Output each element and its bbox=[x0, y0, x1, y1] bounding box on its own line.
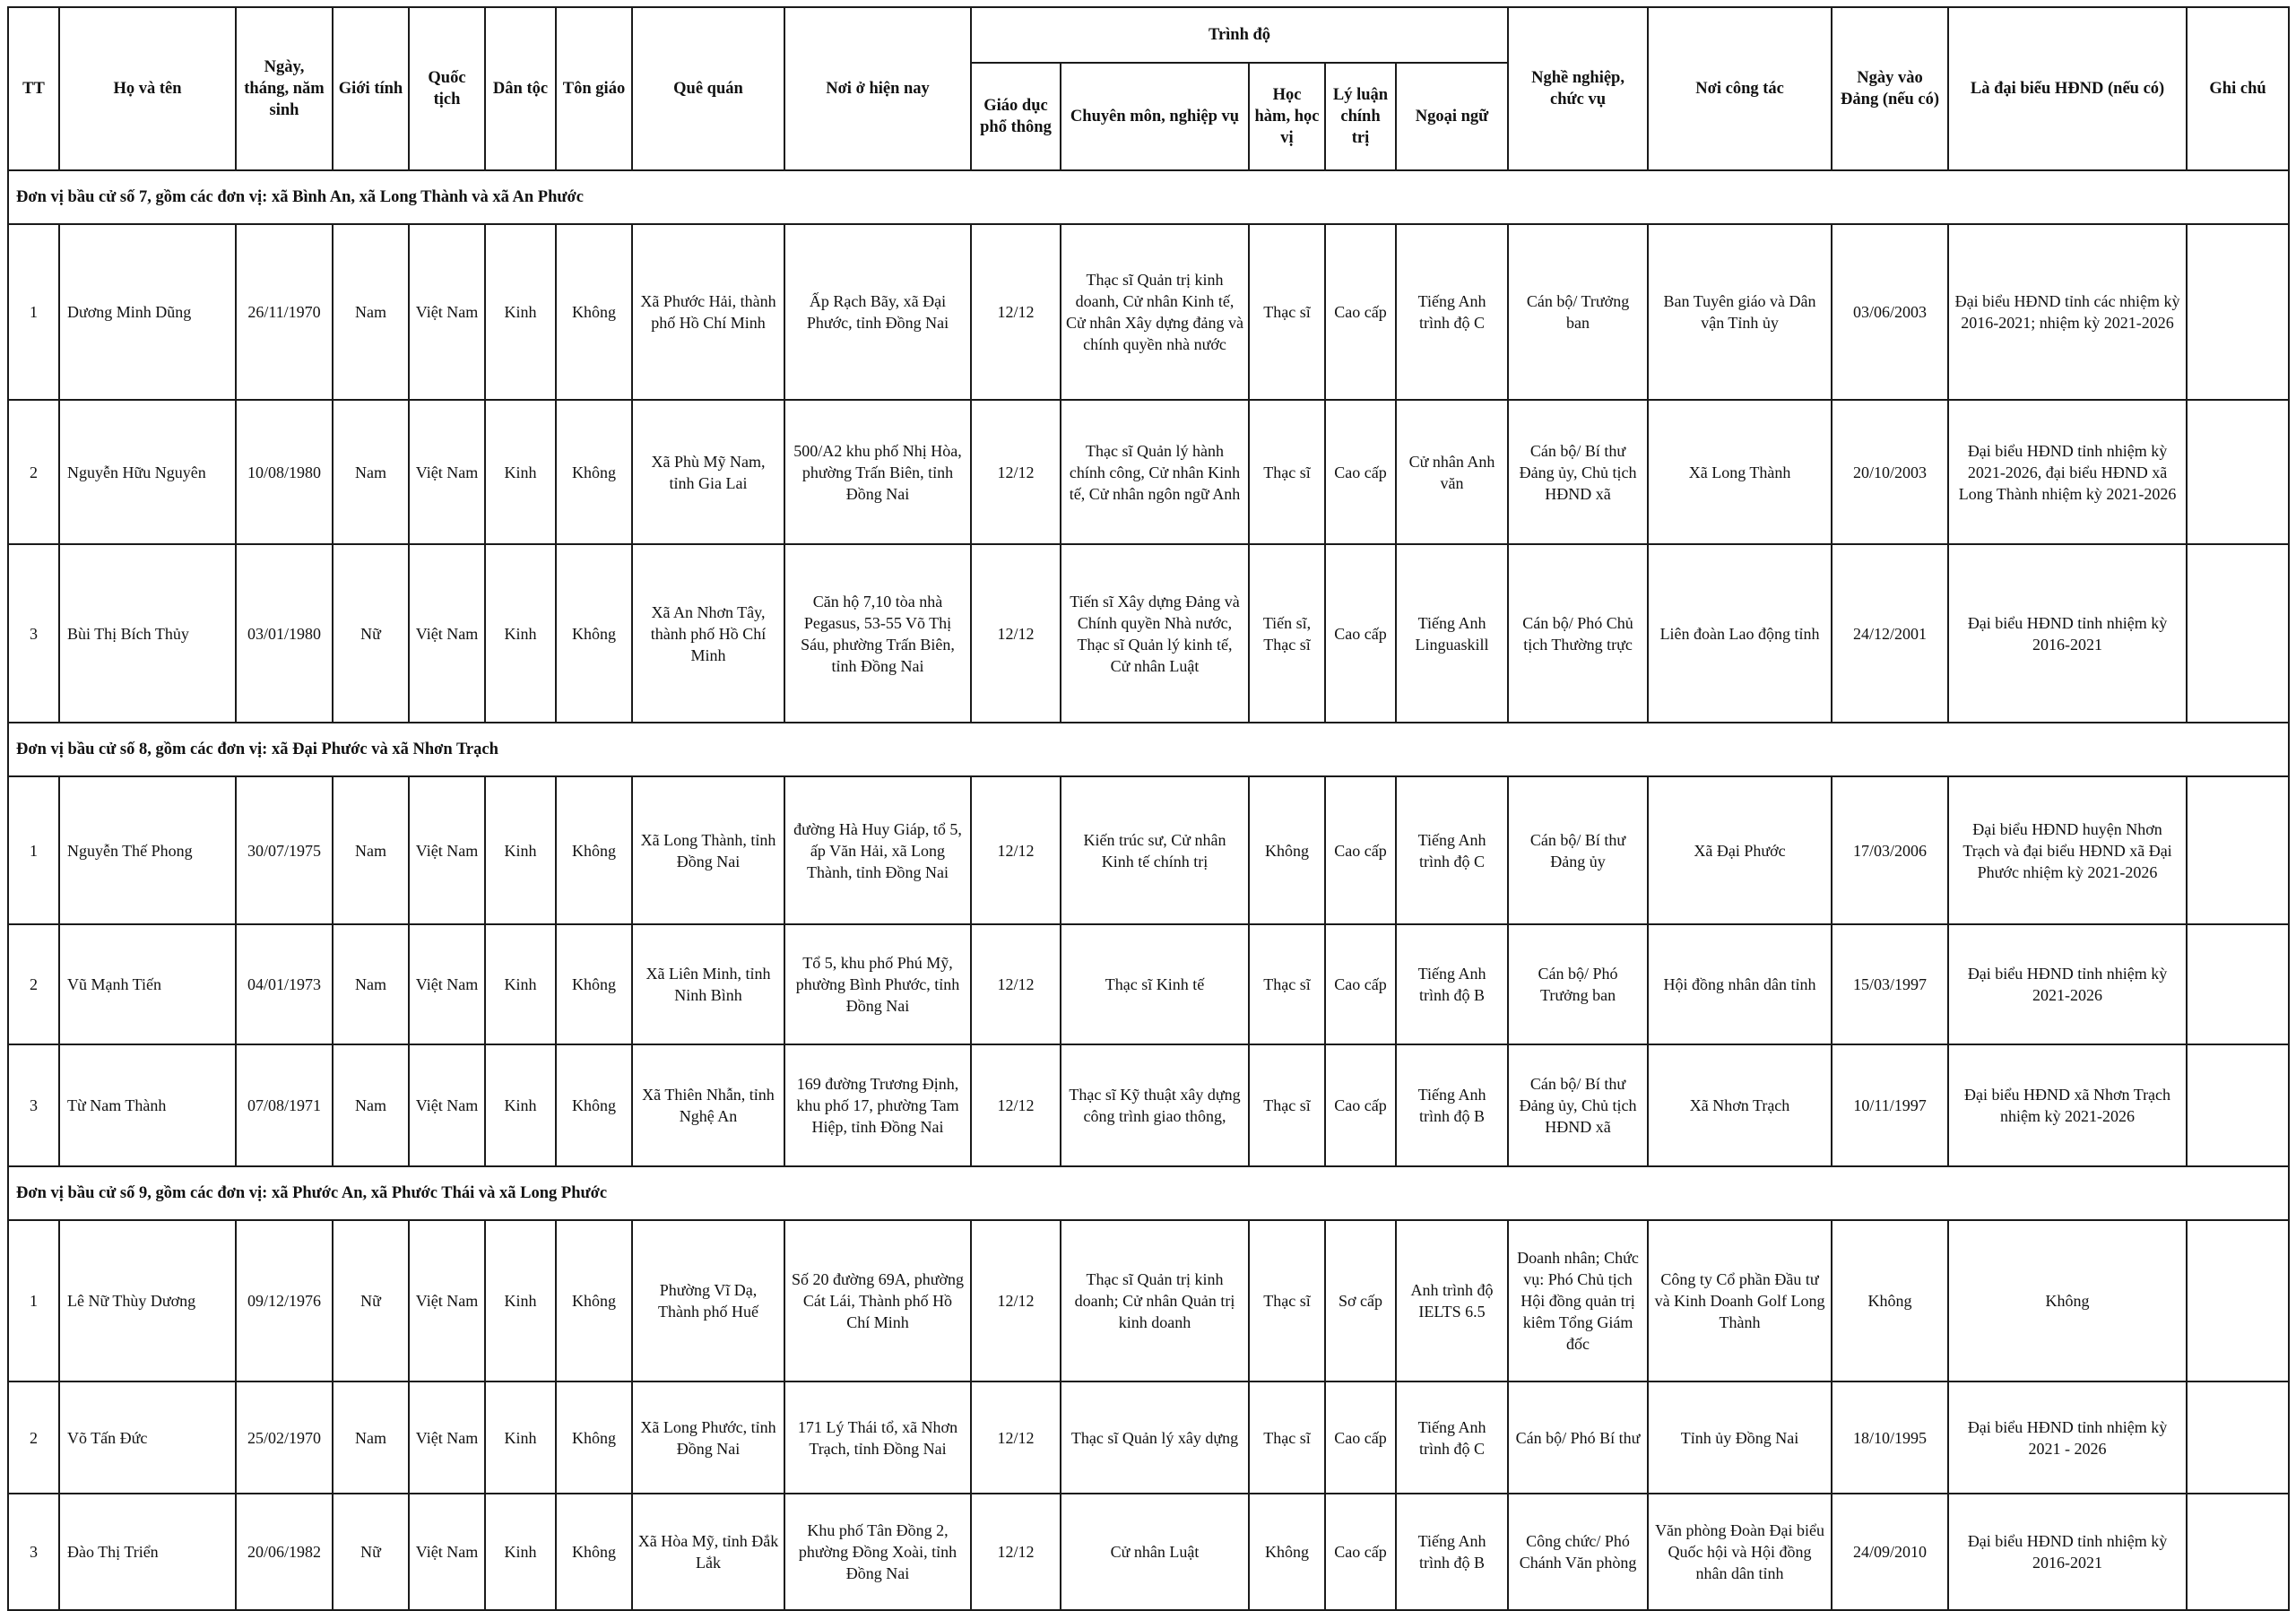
table-row bbox=[8, 776, 2289, 924]
cell-academic: Thạc sĩ bbox=[1249, 224, 1325, 400]
cell-name: Vũ Mạnh Tiến bbox=[59, 924, 236, 1044]
cell-delegate: Đại biểu HĐND xã Nhơn Trạch nhiệm kỳ 2021-2026 bbox=[1948, 1044, 2187, 1166]
cell-language: Tiếng Anh trình độ B bbox=[1396, 1494, 1508, 1610]
cell-residence: đường Hà Huy Giáp, tổ 5, ấp Văn Hải, xã Long Thành, tỉnh Đồng Nai bbox=[784, 776, 971, 924]
cell-language: Tiếng Anh trình độ B bbox=[1396, 1044, 1508, 1166]
section-title: Đơn vị bầu cử số 9, gồm các đơn vị: xã Phước An, xã Phước Thái và xã Long Phước bbox=[8, 1166, 2289, 1220]
cell-academic: Thạc sĩ bbox=[1249, 400, 1325, 544]
cell-academic: Không bbox=[1249, 1494, 1325, 1610]
cell-occupation: Cán bộ/ Phó Chủ tịch Thường trực bbox=[1508, 544, 1648, 723]
cell-general-edu: 12/12 bbox=[971, 776, 1061, 924]
cell-occupation: Cán bộ/ Trưởng ban bbox=[1508, 224, 1648, 400]
cell-dob: 09/12/1976 bbox=[236, 1220, 333, 1381]
cell-occupation: Cán bộ/ Bí thư Đảng ủy, Chủ tịch HĐND xã bbox=[1508, 400, 1648, 544]
cell-ethnicity: Kinh bbox=[485, 1494, 556, 1610]
cell-hometown: Xã Phù Mỹ Nam, tỉnh Gia Lai bbox=[632, 400, 784, 544]
col-header-occupation: Nghề nghiệp, chức vụ bbox=[1508, 7, 1648, 170]
col-header-ethnicity: Dân tộc bbox=[485, 7, 556, 170]
cell-tt: 1 bbox=[8, 1220, 59, 1381]
cell-academic: Thạc sĩ bbox=[1249, 924, 1325, 1044]
cell-specialty: Cử nhân Luật bbox=[1061, 1494, 1249, 1610]
cell-dob: 25/02/1970 bbox=[236, 1381, 333, 1494]
cell-party-date: 15/03/1997 bbox=[1832, 924, 1948, 1044]
cell-dob: 30/07/1975 bbox=[236, 776, 333, 924]
cell-academic: Thạc sĩ bbox=[1249, 1381, 1325, 1494]
cell-general-edu: 12/12 bbox=[971, 224, 1061, 400]
cell-hometown: Xã Phước Hải, thành phố Hồ Chí Minh bbox=[632, 224, 784, 400]
cell-general-edu: 12/12 bbox=[971, 1220, 1061, 1381]
cell-specialty: Kiến trúc sư, Cử nhân Kinh tế chính trị bbox=[1061, 776, 1249, 924]
section-header-row bbox=[8, 1166, 2289, 1220]
col-header-religion: Tôn giáo bbox=[556, 7, 632, 170]
cell-tt: 3 bbox=[8, 544, 59, 723]
cell-residence: Khu phố Tân Đồng 2, phường Đồng Xoài, tỉnh Đồng Nai bbox=[784, 1494, 971, 1610]
cell-delegate: Đại biểu HĐND huyện Nhơn Trạch và đại biểu HĐND xã Đại Phước nhiệm kỳ 2021-2026 bbox=[1948, 776, 2187, 924]
cell-workplace: Công ty Cổ phần Đầu tư và Kinh Doanh Golf Long Thành bbox=[1648, 1220, 1832, 1381]
cell-political: Sơ cấp bbox=[1325, 1220, 1396, 1381]
cell-hometown: Phường Vĩ Dạ, Thành phố Huế bbox=[632, 1220, 784, 1381]
cell-occupation: Cán bộ/ Phó Bí thư bbox=[1508, 1381, 1648, 1494]
col-header-specialty: Chuyên môn, nghiệp vụ bbox=[1061, 63, 1249, 170]
cell-name: Nguyễn Hữu Nguyên bbox=[59, 400, 236, 544]
cell-gender: Nam bbox=[333, 924, 409, 1044]
cell-workplace: Ban Tuyên giáo và Dân vận Tỉnh ủy bbox=[1648, 224, 1832, 400]
cell-party-date: 17/03/2006 bbox=[1832, 776, 1948, 924]
cell-specialty: Thạc sĩ Kỹ thuật xây dựng công trình giao thông, bbox=[1061, 1044, 1249, 1166]
col-header-tt: TT bbox=[8, 7, 59, 170]
header-row-top bbox=[8, 7, 2289, 63]
cell-language: Tiếng Anh trình độ C bbox=[1396, 776, 1508, 924]
cell-gender: Nam bbox=[333, 1381, 409, 1494]
cell-specialty: Thạc sĩ Kinh tế bbox=[1061, 924, 1249, 1044]
cell-residence: Số 20 đường 69A, phường Cát Lái, Thành phố Hồ Chí Minh bbox=[784, 1220, 971, 1381]
cell-delegate: Đại biểu HĐND tỉnh nhiệm kỳ 2016-2021 bbox=[1948, 544, 2187, 723]
cell-party-date: 24/12/2001 bbox=[1832, 544, 1948, 723]
cell-general-edu: 12/12 bbox=[971, 924, 1061, 1044]
col-header-nationality: Quốc tịch bbox=[409, 7, 485, 170]
cell-occupation: Công chức/ Phó Chánh Văn phòng bbox=[1508, 1494, 1648, 1610]
cell-occupation: Doanh nhân; Chức vụ: Phó Chủ tịch Hội đồng quản trị kiêm Tổng Giám đốc bbox=[1508, 1220, 1648, 1381]
cell-party-date: 24/09/2010 bbox=[1832, 1494, 1948, 1610]
cell-language: Tiếng Anh trình độ C bbox=[1396, 1381, 1508, 1494]
cell-notes bbox=[2187, 924, 2289, 1044]
cell-gender: Nữ bbox=[333, 1220, 409, 1381]
cell-workplace: Hội đồng nhân dân tỉnh bbox=[1648, 924, 1832, 1044]
cell-general-edu: 12/12 bbox=[971, 544, 1061, 723]
cell-religion: Không bbox=[556, 224, 632, 400]
cell-religion: Không bbox=[556, 1044, 632, 1166]
cell-name: Võ Tấn Đức bbox=[59, 1381, 236, 1494]
cell-general-edu: 12/12 bbox=[971, 1044, 1061, 1166]
cell-nationality: Việt Nam bbox=[409, 1381, 485, 1494]
cell-specialty: Thạc sĩ Quản trị kinh doanh, Cử nhân Kinh tế, Cử nhân Xây dựng đảng và chính quyền nhà nước bbox=[1061, 224, 1249, 400]
table-row bbox=[8, 224, 2289, 400]
col-header-general-edu: Giáo dục phổ thông bbox=[971, 63, 1061, 170]
cell-workplace: Tỉnh ủy Đồng Nai bbox=[1648, 1381, 1832, 1494]
cell-hometown: Xã An Nhơn Tây, thành phố Hồ Chí Minh bbox=[632, 544, 784, 723]
cell-general-edu: 12/12 bbox=[971, 1494, 1061, 1610]
section-title: Đơn vị bầu cử số 8, gồm các đơn vị: xã Đại Phước và xã Nhơn Trạch bbox=[8, 723, 2289, 776]
col-header-dob: Ngày, tháng, năm sinh bbox=[236, 7, 333, 170]
cell-party-date: 03/06/2003 bbox=[1832, 224, 1948, 400]
cell-party-date: 20/10/2003 bbox=[1832, 400, 1948, 544]
cell-hometown: Xã Hòa Mỹ, tỉnh Đắk Lắk bbox=[632, 1494, 784, 1610]
cell-dob: 03/01/1980 bbox=[236, 544, 333, 723]
cell-residence: Ấp Rạch Bãy, xã Đại Phước, tỉnh Đồng Nai bbox=[784, 224, 971, 400]
cell-nationality: Việt Nam bbox=[409, 776, 485, 924]
cell-tt: 3 bbox=[8, 1494, 59, 1610]
cell-delegate: Không bbox=[1948, 1220, 2187, 1381]
cell-religion: Không bbox=[556, 776, 632, 924]
cell-workplace: Xã Đại Phước bbox=[1648, 776, 1832, 924]
cell-nationality: Việt Nam bbox=[409, 1220, 485, 1381]
cell-notes bbox=[2187, 1044, 2289, 1166]
cell-notes bbox=[2187, 544, 2289, 723]
cell-general-edu: 12/12 bbox=[971, 400, 1061, 544]
cell-ethnicity: Kinh bbox=[485, 1381, 556, 1494]
cell-residence: 171 Lý Thái tổ, xã Nhơn Trạch, tỉnh Đồng Nai bbox=[784, 1381, 971, 1494]
col-header-notes: Ghi chú bbox=[2187, 7, 2289, 170]
cell-ethnicity: Kinh bbox=[485, 1044, 556, 1166]
cell-political: Cao cấp bbox=[1325, 400, 1396, 544]
cell-occupation: Cán bộ/ Phó Trưởng ban bbox=[1508, 924, 1648, 1044]
cell-religion: Không bbox=[556, 1494, 632, 1610]
table-row bbox=[8, 1494, 2289, 1610]
cell-dob: 20/06/1982 bbox=[236, 1494, 333, 1610]
cell-nationality: Việt Nam bbox=[409, 544, 485, 723]
cell-gender: Nam bbox=[333, 1044, 409, 1166]
cell-party-date: 18/10/1995 bbox=[1832, 1381, 1948, 1494]
col-header-political: Lý luận chính trị bbox=[1325, 63, 1396, 170]
cell-political: Cao cấp bbox=[1325, 224, 1396, 400]
cell-language: Tiếng Anh Linguaskill bbox=[1396, 544, 1508, 723]
cell-dob: 10/08/1980 bbox=[236, 400, 333, 544]
cell-gender: Nam bbox=[333, 776, 409, 924]
cell-specialty: Tiến sĩ Xây dựng Đảng và Chính quyền Nhà nước, Thạc sĩ Quản lý kinh tế, Cử nhân Luật bbox=[1061, 544, 1249, 723]
cell-language: Tiếng Anh trình độ B bbox=[1396, 924, 1508, 1044]
cell-religion: Không bbox=[556, 544, 632, 723]
cell-dob: 26/11/1970 bbox=[236, 224, 333, 400]
cell-religion: Không bbox=[556, 1220, 632, 1381]
cell-religion: Không bbox=[556, 924, 632, 1044]
cell-religion: Không bbox=[556, 1381, 632, 1494]
cell-gender: Nữ bbox=[333, 1494, 409, 1610]
cell-name: Lê Nữ Thùy Dương bbox=[59, 1220, 236, 1381]
cell-academic: Tiến sĩ, Thạc sĩ bbox=[1249, 544, 1325, 723]
cell-delegate: Đại biểu HĐND tỉnh nhiệm kỳ 2016-2021 bbox=[1948, 1494, 2187, 1610]
candidate-table bbox=[7, 6, 2290, 1611]
cell-residence: Căn hộ 7,10 tòa nhà Pegasus, 53-55 Võ Thị Sáu, phường Trấn Biên, tỉnh Đồng Nai bbox=[784, 544, 971, 723]
cell-academic: Thạc sĩ bbox=[1249, 1044, 1325, 1166]
cell-workplace: Văn phòng Đoàn Đại biểu Quốc hội và Hội đồng nhân dân tỉnh bbox=[1648, 1494, 1832, 1610]
col-header-party-date: Ngày vào Đảng (nếu có) bbox=[1832, 7, 1948, 170]
section-header-row bbox=[8, 723, 2289, 776]
cell-name: Từ Nam Thành bbox=[59, 1044, 236, 1166]
cell-ethnicity: Kinh bbox=[485, 924, 556, 1044]
cell-tt: 1 bbox=[8, 776, 59, 924]
cell-nationality: Việt Nam bbox=[409, 1494, 485, 1610]
cell-academic: Thạc sĩ bbox=[1249, 1220, 1325, 1381]
candidate-list-document bbox=[7, 6, 2288, 1611]
cell-name: Nguyễn Thế Phong bbox=[59, 776, 236, 924]
table-row bbox=[8, 924, 2289, 1044]
cell-dob: 04/01/1973 bbox=[236, 924, 333, 1044]
cell-occupation: Cán bộ/ Bí thư Đảng ủy, Chủ tịch HĐND xã bbox=[1508, 1044, 1648, 1166]
col-header-education-group: Trình độ bbox=[971, 7, 1508, 63]
cell-tt: 2 bbox=[8, 924, 59, 1044]
cell-delegate: Đại biểu HĐND tỉnh nhiệm kỳ 2021-2026 bbox=[1948, 924, 2187, 1044]
cell-language: Cử nhân Anh văn bbox=[1396, 400, 1508, 544]
cell-ethnicity: Kinh bbox=[485, 224, 556, 400]
col-header-delegate: Là đại biểu HĐND (nếu có) bbox=[1948, 7, 2187, 170]
cell-workplace: Liên đoàn Lao động tỉnh bbox=[1648, 544, 1832, 723]
cell-hometown: Xã Liên Minh, tỉnh Ninh Bình bbox=[632, 924, 784, 1044]
cell-ethnicity: Kinh bbox=[485, 776, 556, 924]
cell-party-date: Không bbox=[1832, 1220, 1948, 1381]
cell-notes bbox=[2187, 224, 2289, 400]
cell-party-date: 10/11/1997 bbox=[1832, 1044, 1948, 1166]
cell-nationality: Việt Nam bbox=[409, 924, 485, 1044]
col-header-gender: Giới tính bbox=[333, 7, 409, 170]
cell-name: Đào Thị Triển bbox=[59, 1494, 236, 1610]
cell-nationality: Việt Nam bbox=[409, 400, 485, 544]
cell-hometown: Xã Thiên Nhẫn, tỉnh Nghệ An bbox=[632, 1044, 784, 1166]
cell-political: Cao cấp bbox=[1325, 776, 1396, 924]
cell-tt: 2 bbox=[8, 400, 59, 544]
cell-residence: 500/A2 khu phố Nhị Hòa, phường Trấn Biên, tỉnh Đồng Nai bbox=[784, 400, 971, 544]
cell-specialty: Thạc sĩ Quản lý xây dựng bbox=[1061, 1381, 1249, 1494]
cell-political: Cao cấp bbox=[1325, 924, 1396, 1044]
cell-tt: 1 bbox=[8, 224, 59, 400]
col-header-language: Ngoại ngữ bbox=[1396, 63, 1508, 170]
cell-name: Dương Minh Dũng bbox=[59, 224, 236, 400]
cell-religion: Không bbox=[556, 400, 632, 544]
cell-ethnicity: Kinh bbox=[485, 1220, 556, 1381]
cell-residence: Tổ 5, khu phố Phú Mỹ, phường Bình Phước, tỉnh Đồng Nai bbox=[784, 924, 971, 1044]
cell-ethnicity: Kinh bbox=[485, 544, 556, 723]
col-header-residence: Nơi ở hiện nay bbox=[784, 7, 971, 170]
cell-nationality: Việt Nam bbox=[409, 1044, 485, 1166]
table-row bbox=[8, 1044, 2289, 1166]
table-row bbox=[8, 544, 2289, 723]
cell-hometown: Xã Long Thành, tỉnh Đồng Nai bbox=[632, 776, 784, 924]
col-header-hometown: Quê quán bbox=[632, 7, 784, 170]
cell-residence: 169 đường Trương Định, khu phố 17, phường Tam Hiệp, tỉnh Đồng Nai bbox=[784, 1044, 971, 1166]
cell-dob: 07/08/1971 bbox=[236, 1044, 333, 1166]
cell-academic: Không bbox=[1249, 776, 1325, 924]
cell-specialty: Thạc sĩ Quản trị kinh doanh; Cử nhân Quản trị kinh doanh bbox=[1061, 1220, 1249, 1381]
cell-political: Cao cấp bbox=[1325, 544, 1396, 723]
cell-delegate: Đại biểu HĐND tỉnh các nhiệm kỳ 2016-2021; nhiệm kỳ 2021-2026 bbox=[1948, 224, 2187, 400]
table-row bbox=[8, 1220, 2289, 1381]
table-body bbox=[8, 170, 2289, 1610]
cell-political: Cao cấp bbox=[1325, 1044, 1396, 1166]
col-header-workplace: Nơi công tác bbox=[1648, 7, 1832, 170]
cell-hometown: Xã Long Phước, tỉnh Đồng Nai bbox=[632, 1381, 784, 1494]
col-header-academic: Học hàm, học vị bbox=[1249, 63, 1325, 170]
cell-tt: 2 bbox=[8, 1381, 59, 1494]
table-row bbox=[8, 400, 2289, 544]
cell-gender: Nam bbox=[333, 224, 409, 400]
cell-nationality: Việt Nam bbox=[409, 224, 485, 400]
cell-notes bbox=[2187, 1220, 2289, 1381]
table-row bbox=[8, 1381, 2289, 1494]
cell-notes bbox=[2187, 400, 2289, 544]
cell-ethnicity: Kinh bbox=[485, 400, 556, 544]
cell-gender: Nữ bbox=[333, 544, 409, 723]
section-title: Đơn vị bầu cử số 7, gồm các đơn vị: xã Bình An, xã Long Thành và xã An Phước bbox=[8, 170, 2289, 224]
cell-notes bbox=[2187, 1381, 2289, 1494]
cell-general-edu: 12/12 bbox=[971, 1381, 1061, 1494]
cell-tt: 3 bbox=[8, 1044, 59, 1166]
cell-notes bbox=[2187, 1494, 2289, 1610]
cell-workplace: Xã Nhơn Trạch bbox=[1648, 1044, 1832, 1166]
cell-political: Cao cấp bbox=[1325, 1494, 1396, 1610]
cell-gender: Nam bbox=[333, 400, 409, 544]
cell-political: Cao cấp bbox=[1325, 1381, 1396, 1494]
cell-delegate: Đại biểu HĐND tỉnh nhiệm kỳ 2021-2026, đại biểu HĐND xã Long Thành nhiệm kỳ 2021-2026 bbox=[1948, 400, 2187, 544]
cell-name: Bùi Thị Bích Thủy bbox=[59, 544, 236, 723]
section-header-row bbox=[8, 170, 2289, 224]
cell-occupation: Cán bộ/ Bí thư Đảng ủy bbox=[1508, 776, 1648, 924]
cell-language: Tiếng Anh trình độ C bbox=[1396, 224, 1508, 400]
cell-workplace: Xã Long Thành bbox=[1648, 400, 1832, 544]
col-header-name: Họ và tên bbox=[59, 7, 236, 170]
cell-specialty: Thạc sĩ Quản lý hành chính công, Cử nhân Kinh tế, Cử nhân ngôn ngữ Anh bbox=[1061, 400, 1249, 544]
cell-delegate: Đại biểu HĐND tỉnh nhiệm kỳ 2021 - 2026 bbox=[1948, 1381, 2187, 1494]
cell-notes bbox=[2187, 776, 2289, 924]
cell-language: Anh trình độ IELTS 6.5 bbox=[1396, 1220, 1508, 1381]
